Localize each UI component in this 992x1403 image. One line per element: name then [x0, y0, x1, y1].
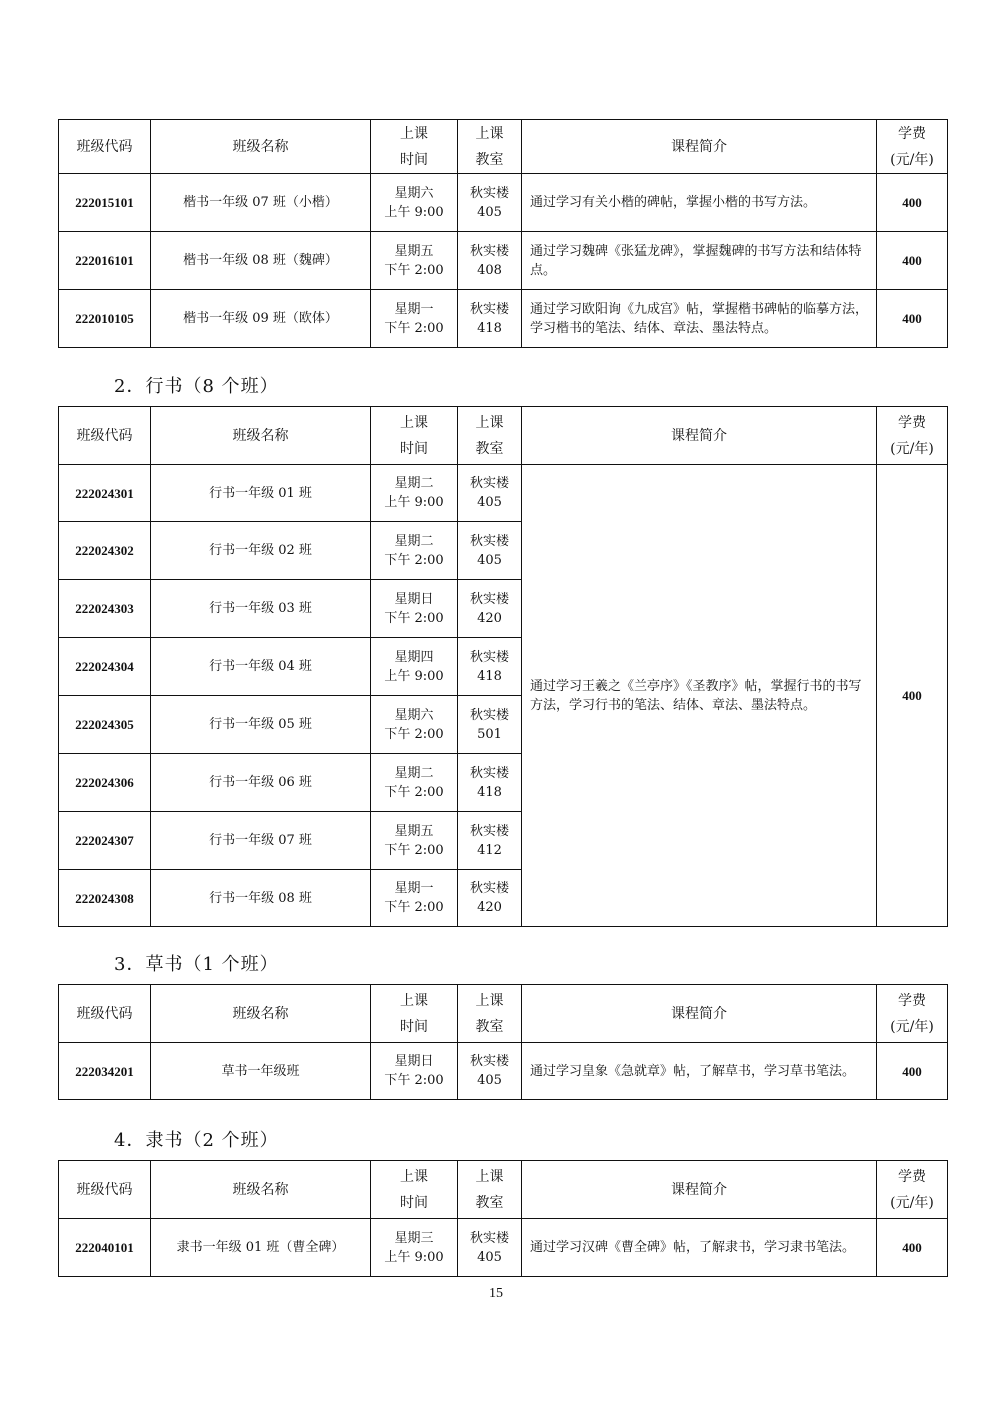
class-intro: 通过学习欧阳询《九成宫》帖，掌握楷书碑帖的临摹方法，学习楷书的笔法、结体、章法、墨法特点。 — [522, 290, 877, 348]
header-time: 上课 时间 — [371, 1161, 458, 1219]
class-fee: 400 — [877, 1043, 948, 1100]
header-time: 上课 时间 — [371, 985, 458, 1043]
class-fee: 400 — [877, 1219, 948, 1277]
kaishu-table — [58, 119, 948, 348]
header-fee: 学费 (元/年) — [877, 120, 948, 174]
class-name: 楷书一年级 07 班（小楷） — [151, 174, 371, 232]
class-code: 222040101 — [59, 1219, 151, 1277]
class-time: 星期三 上午 9:00 — [371, 1219, 458, 1277]
class-name: 行书一年级 01 班 — [151, 465, 371, 522]
header-intro: 课程简介 — [522, 407, 877, 465]
section-title-lishu: 4．隶书（2 个班） — [114, 1130, 279, 1151]
header-row — [59, 407, 948, 465]
xingshu-table — [58, 406, 948, 927]
class-fee: 400 — [877, 290, 948, 348]
header-row — [59, 120, 948, 174]
header-room: 上课 教室 — [458, 1161, 522, 1219]
class-room: 秋实楼 501 — [458, 696, 522, 754]
class-time: 星期六 上午 9:00 — [371, 174, 458, 232]
class-intro: 通过学习魏碑《张猛龙碑》，掌握魏碑的书写方法和结体特点。 — [522, 232, 877, 290]
class-code: 222015101 — [59, 174, 151, 232]
class-name: 草书一年级班 — [151, 1043, 371, 1100]
class-room: 秋实楼 412 — [458, 812, 522, 870]
header-code: 班级代码 — [59, 1161, 151, 1219]
class-code: 222024306 — [59, 754, 151, 812]
class-room: 秋实楼 405 — [458, 1043, 522, 1100]
class-time: 星期五 下午 2:00 — [371, 232, 458, 290]
class-name: 行书一年级 05 班 — [151, 696, 371, 754]
class-room: 秋实楼 418 — [458, 638, 522, 696]
table-row — [59, 290, 948, 348]
class-intro: 通过学习有关小楷的碑帖，掌握小楷的书写方法。 — [522, 174, 877, 232]
header-room: 上课 教室 — [458, 407, 522, 465]
class-code: 222024307 — [59, 812, 151, 870]
class-name: 楷书一年级 09 班（欧体） — [151, 290, 371, 348]
header-name: 班级名称 — [151, 985, 371, 1043]
class-code: 222016101 — [59, 232, 151, 290]
table-row — [59, 232, 948, 290]
class-time: 星期二 下午 2:00 — [371, 522, 458, 580]
class-time: 星期日 下午 2:00 — [371, 1043, 458, 1100]
section-title-xingshu: 2．行书（8 个班） — [114, 376, 279, 397]
section-title-caoshu: 3．草书（1 个班） — [114, 954, 279, 975]
header-code: 班级代码 — [59, 407, 151, 465]
class-code: 222024305 — [59, 696, 151, 754]
class-intro: 通过学习汉碑《曹全碑》帖，了解隶书，学习隶书笔法。 — [522, 1219, 877, 1277]
header-time: 上课 时间 — [371, 120, 458, 174]
class-code: 222024304 — [59, 638, 151, 696]
class-code: 222010105 — [59, 290, 151, 348]
class-name: 行书一年级 03 班 — [151, 580, 371, 638]
header-code: 班级代码 — [59, 985, 151, 1043]
class-name: 行书一年级 07 班 — [151, 812, 371, 870]
table-row — [59, 1043, 948, 1100]
header-room: 上课 教室 — [458, 120, 522, 174]
class-code: 222024302 — [59, 522, 151, 580]
class-room: 秋实楼 420 — [458, 870, 522, 927]
class-room: 秋实楼 418 — [458, 754, 522, 812]
class-fee: 400 — [877, 465, 948, 927]
class-time: 星期二 上午 9:00 — [371, 465, 458, 522]
class-code: 222024301 — [59, 465, 151, 522]
class-room: 秋实楼 405 — [458, 465, 522, 522]
class-room: 秋实楼 405 — [458, 522, 522, 580]
header-intro: 课程简介 — [522, 120, 877, 174]
header-name: 班级名称 — [151, 120, 371, 174]
caoshu-table — [58, 984, 948, 1100]
class-code: 222034201 — [59, 1043, 151, 1100]
header-name: 班级名称 — [151, 1161, 371, 1219]
header-intro: 课程简介 — [522, 1161, 877, 1219]
class-room: 秋实楼 408 — [458, 232, 522, 290]
header-fee: 学费 (元/年) — [877, 407, 948, 465]
class-code: 222024308 — [59, 870, 151, 927]
table-row — [59, 174, 948, 232]
class-name: 行书一年级 08 班 — [151, 870, 371, 927]
class-room: 秋实楼 420 — [458, 580, 522, 638]
page-number: 15 — [489, 1286, 503, 1301]
class-fee: 400 — [877, 232, 948, 290]
header-fee: 学费 (元/年) — [877, 1161, 948, 1219]
class-room: 秋实楼 418 — [458, 290, 522, 348]
header-name: 班级名称 — [151, 407, 371, 465]
header-code: 班级代码 — [59, 120, 151, 174]
class-name: 楷书一年级 08 班（魏碑） — [151, 232, 371, 290]
class-name: 行书一年级 02 班 — [151, 522, 371, 580]
class-time: 星期一 下午 2:00 — [371, 870, 458, 927]
table-row — [59, 465, 948, 522]
class-time: 星期日 下午 2:00 — [371, 580, 458, 638]
class-time: 星期六 下午 2:00 — [371, 696, 458, 754]
header-row — [59, 1161, 948, 1219]
class-intro: 通过学习皇象《急就章》帖，了解草书，学习草书笔法。 — [522, 1043, 877, 1100]
class-name: 行书一年级 06 班 — [151, 754, 371, 812]
class-intro: 通过学习王羲之《兰亭序》《圣教序》帖，掌握行书的书写方法，学习行书的笔法、结体、章法、墨法特点。 — [522, 465, 877, 927]
class-time: 星期四 上午 9:00 — [371, 638, 458, 696]
class-time: 星期五 下午 2:00 — [371, 812, 458, 870]
header-fee: 学费 (元/年) — [877, 985, 948, 1043]
header-row — [59, 985, 948, 1043]
class-time: 星期一 下午 2:00 — [371, 290, 458, 348]
header-intro: 课程简介 — [522, 985, 877, 1043]
class-time: 星期二 下午 2:00 — [371, 754, 458, 812]
class-room: 秋实楼 405 — [458, 174, 522, 232]
class-fee: 400 — [877, 174, 948, 232]
header-room: 上课 教室 — [458, 985, 522, 1043]
class-name: 行书一年级 04 班 — [151, 638, 371, 696]
class-code: 222024303 — [59, 580, 151, 638]
class-name: 隶书一年级 01 班（曹全碑） — [151, 1219, 371, 1277]
lishu-table — [58, 1160, 948, 1277]
header-time: 上课 时间 — [371, 407, 458, 465]
table-row — [59, 1219, 948, 1277]
class-room: 秋实楼 405 — [458, 1219, 522, 1277]
